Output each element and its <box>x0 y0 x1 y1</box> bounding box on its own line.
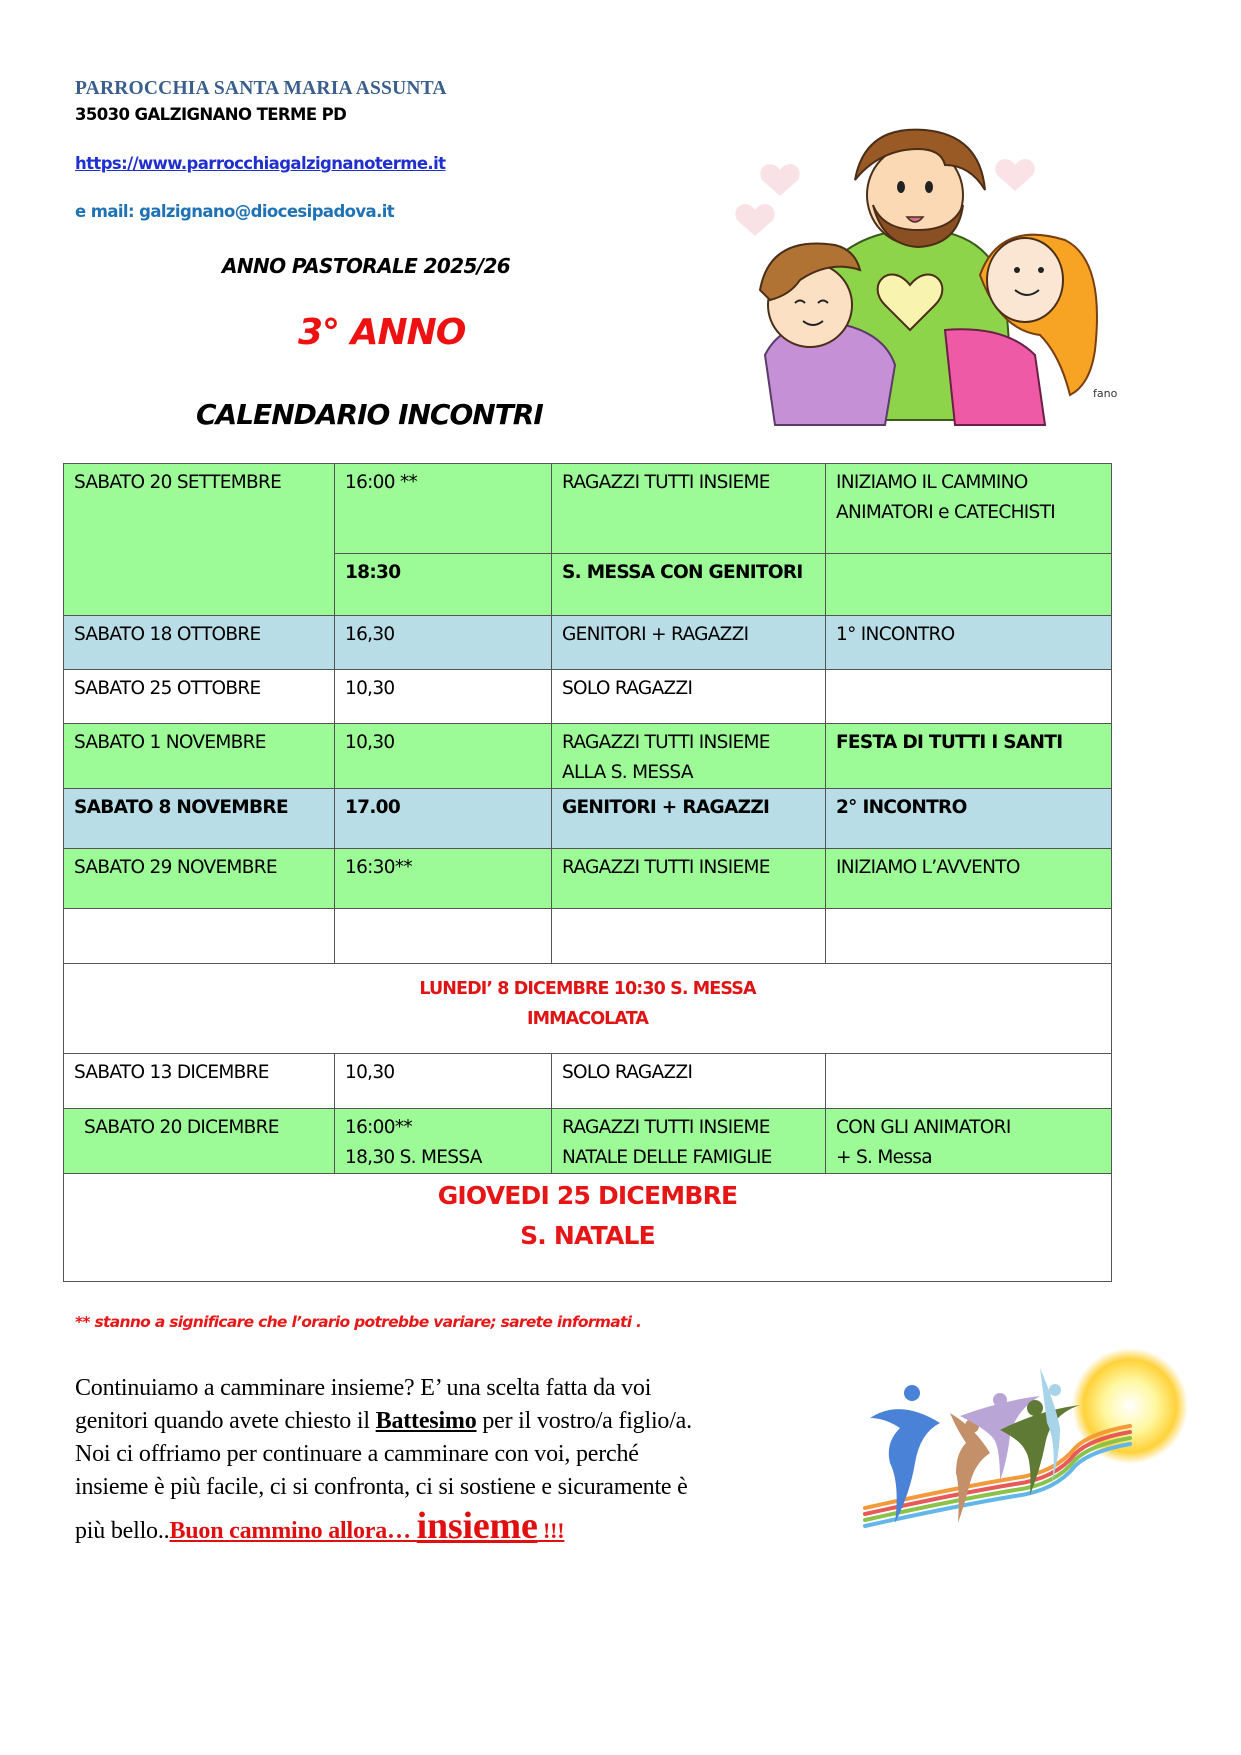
cell-note <box>826 1109 1112 1174</box>
sun-icon <box>1072 1348 1188 1464</box>
table-row-natale-banner <box>64 1174 1112 1282</box>
cell-time: 16:30** <box>335 849 552 909</box>
table-row-empty <box>64 909 1112 964</box>
note-line: CON GLI ANIMATORI <box>836 1117 1011 1138</box>
cell-date: SABATO 29 NOVEMBRE <box>64 849 335 909</box>
cell-time: 16,30 <box>335 616 552 670</box>
cell-date <box>64 909 335 964</box>
parish-name: PARROCCHIA SANTA MARIA ASSUNTA <box>75 78 447 99</box>
table-row <box>64 616 1112 670</box>
cell-who <box>552 1109 826 1174</box>
table-row <box>64 1054 1112 1109</box>
cell-note <box>826 909 1112 964</box>
parish-address: 35030 GALZIGNANO TERME PD <box>75 105 347 124</box>
cell-who: RAGAZZI TUTTI INSIEME ALLA S. MESSA <box>552 724 826 789</box>
cell-time: 18:30 <box>335 554 552 616</box>
girl-pink-shirt <box>945 329 1045 425</box>
closing-line: insieme è più facile, ci si confronta, ci si sostiene e sicuramente è <box>75 1474 688 1500</box>
cell-date: SABATO 18 OTTOBRE <box>64 616 335 670</box>
calendar-title: CALENDARIO INCONTRI <box>196 398 543 431</box>
pastoral-year-heading: ANNO PASTORALE 2025/26 <box>222 254 511 278</box>
cell-time: 10,30 <box>335 670 552 724</box>
cell-note <box>826 1054 1112 1109</box>
closing-line: Noi ci offriamo per continuare a camminare con voi, perché <box>75 1441 639 1467</box>
note-line: + S. Messa <box>836 1147 932 1168</box>
exclamation-text: !!! <box>537 1518 565 1543</box>
cell-note: INIZIAMO IL CAMMINO ANIMATORI e CATECHISTI <box>826 464 1112 554</box>
cell-who: GENITORI + RAGAZZI <box>552 616 826 670</box>
email-address[interactable]: e mail: galzignano@diocesipadova.it <box>75 202 395 221</box>
cell-time: 10,30 <box>335 724 552 789</box>
table-row <box>64 670 1112 724</box>
cell-who: RAGAZZI TUTTI INSIEME <box>552 464 826 554</box>
table-row <box>64 789 1112 849</box>
cell-date: SABATO 1 NOVEMBRE <box>64 724 335 789</box>
cell-note: INIZIAMO L’AVVENTO <box>826 849 1112 909</box>
table-row <box>64 724 1112 789</box>
table-row <box>64 849 1112 909</box>
girl-right-face <box>987 238 1063 322</box>
cell-date: SABATO 25 OTTOBRE <box>64 670 335 724</box>
cell-who: RAGAZZI TUTTI INSIEME <box>552 849 826 909</box>
cell-time <box>335 909 552 964</box>
cell-who: GENITORI + RAGAZZI <box>552 789 826 849</box>
cell-date: SABATO 13 DICEMBRE <box>64 1054 335 1109</box>
natale-banner <box>64 1174 1112 1282</box>
cell-note: FESTA DI TUTTI I SANTI <box>826 724 1112 789</box>
cell-time <box>335 1109 552 1174</box>
cell-who: S. MESSA CON GENITORI <box>552 554 826 616</box>
time-line: 18,30 S. MESSA <box>345 1147 482 1168</box>
immacolata-banner <box>64 964 1112 1054</box>
who-line: RAGAZZI TUTTI INSIEME <box>562 1117 770 1138</box>
banner-line: IMMACOLATA <box>526 1009 649 1029</box>
cell-date: SABATO 20 DICEMBRE <box>64 1109 335 1174</box>
jesus-children-heart-illustration <box>725 125 1140 430</box>
who-line: NATALE DELLE FAMIGLIE <box>562 1147 772 1168</box>
year-group-title: 3° ANNO <box>298 312 466 353</box>
cell-time: 10,30 <box>335 1054 552 1109</box>
cell-who: SOLO RAGAZZI <box>552 670 826 724</box>
closing-line <box>75 1505 875 1548</box>
runners-sun-illustration <box>860 1338 1190 1548</box>
table-row-immacolata-banner <box>64 964 1112 1054</box>
cell-note <box>826 670 1112 724</box>
cell-who <box>552 909 826 964</box>
closing-line <box>75 1405 875 1438</box>
cell-note: 1° INCONTRO <box>826 616 1112 670</box>
closing-paragraph <box>75 1372 875 1548</box>
banner-line: GIOVEDI 25 DICEMBRE <box>437 1181 738 1210</box>
text-run: più bello.. <box>75 1518 170 1544</box>
footnote: ** stanno a significare che l’orario potrebbe variare; sarete informati . <box>75 1313 642 1331</box>
table-row <box>64 1109 1112 1174</box>
banner-line: S. NATALE <box>520 1221 655 1250</box>
cell-who: SOLO RAGAZZI <box>552 1054 826 1109</box>
cell-note: 2° INCONTRO <box>826 789 1112 849</box>
closing-line: Continuiamo a camminare insieme? E’ una scelta fatta da voi <box>75 1375 652 1401</box>
cell-date: SABATO 8 NOVEMBRE <box>64 789 335 849</box>
text-run: per il vostro/a figlio/a. <box>476 1408 692 1434</box>
buon-cammino-text: Buon cammino allora… <box>169 1518 417 1544</box>
calendar-table <box>63 463 1112 1282</box>
cell-date: SABATO 20 SETTEMBRE <box>64 464 335 616</box>
cell-time: 16:00 ** <box>335 464 552 554</box>
website-link[interactable]: https://www.parrocchiagalzignanoterme.it <box>75 154 446 173</box>
artist-signature: fano <box>1093 387 1118 400</box>
insieme-text: insieme <box>416 1505 538 1547</box>
cell-note <box>826 554 1112 616</box>
time-line: 16:00** <box>345 1117 412 1138</box>
table-row <box>64 464 1112 554</box>
battesimo-emphasis: Battesimo <box>375 1408 477 1434</box>
banner-line: LUNEDI’ 8 DICEMBRE 10:30 S. MESSA <box>419 979 756 999</box>
cell-time: 17.00 <box>335 789 552 849</box>
text-run: genitori quando avete chiesto il <box>75 1408 376 1434</box>
runner-figures-icon <box>870 1368 1080 1523</box>
